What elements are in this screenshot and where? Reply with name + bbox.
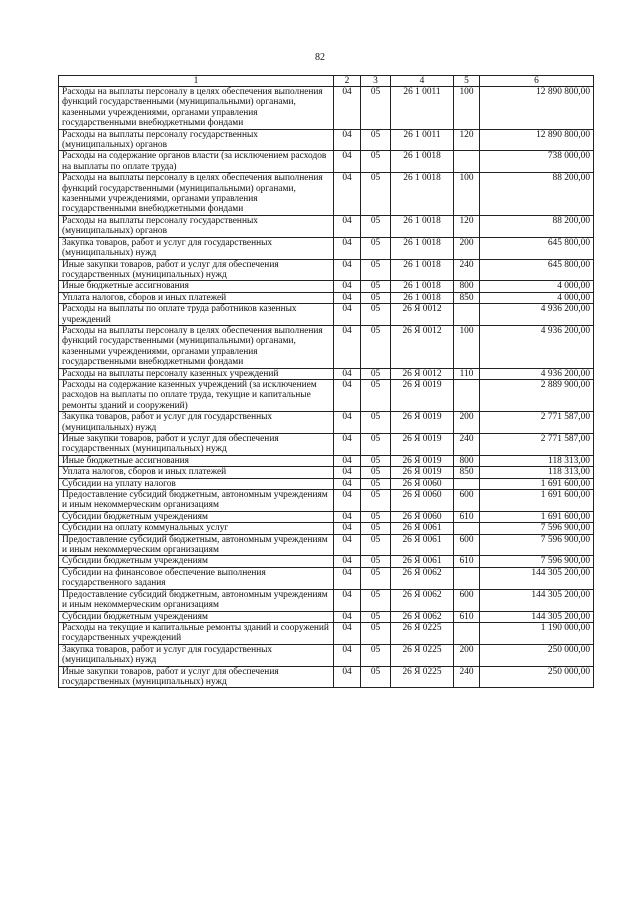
- target-article-code: 26 1 0018: [391, 281, 454, 292]
- section-code: 04: [334, 490, 361, 512]
- section-code: 04: [334, 151, 361, 173]
- target-article-code: 26 Я 0019: [391, 467, 454, 478]
- row-name: Расходы на выплаты персоналу государственных (муниципальных) органов: [59, 129, 334, 151]
- amount: 4 000,00: [480, 281, 594, 292]
- amount: 1 691 600,00: [480, 511, 594, 522]
- row-name: Расходы на выплаты персоналу в целях обеспечения выполнения функций государственными (муниципальными) органами, казенными учреждениями, органами управления государственными внебюджетными фондами: [59, 325, 334, 368]
- column-header: 3: [361, 76, 391, 87]
- section-code: 04: [334, 379, 361, 411]
- subsection-code: 05: [361, 467, 391, 478]
- row-name: Расходы на содержание органов власти (за исключением расходов на выплаты по оплате труда): [59, 151, 334, 173]
- row-name: Предоставление субсидий бюджетным, автономным учреждениям и иным некоммерческим организациям: [59, 534, 334, 556]
- target-article-code: 26 Я 0062: [391, 611, 454, 622]
- amount: 7 596 900,00: [480, 523, 594, 534]
- row-name: Предоставление субсидий бюджетным, автономным учреждениям и иным некоммерческим организациям: [59, 589, 334, 611]
- table-row: [59, 292, 594, 303]
- subsection-code: 05: [361, 534, 391, 556]
- expense-type-code: 610: [454, 611, 480, 622]
- subsection-code: 05: [361, 556, 391, 567]
- subsection-code: 05: [361, 237, 391, 259]
- amount: 1 190 000,00: [480, 622, 594, 644]
- row-name: Субсидии бюджетным учреждениям: [59, 556, 334, 567]
- amount: 4 936 200,00: [480, 304, 594, 326]
- expense-type-code: [454, 567, 480, 589]
- amount: 250 000,00: [480, 644, 594, 666]
- column-header: 4: [391, 76, 454, 87]
- amount: 4 000,00: [480, 292, 594, 303]
- table-row: [59, 379, 594, 411]
- table-row: [59, 325, 594, 368]
- target-article-code: 26 Я 0012: [391, 325, 454, 368]
- section-code: 04: [334, 434, 361, 456]
- expense-type-code: [454, 151, 480, 173]
- target-article-code: 26 1 0018: [391, 292, 454, 303]
- amount: 1 691 600,00: [480, 478, 594, 489]
- section-code: 04: [334, 215, 361, 237]
- expense-type-code: 610: [454, 511, 480, 522]
- amount: 1 691 600,00: [480, 490, 594, 512]
- expense-type-code: 600: [454, 589, 480, 611]
- table-row: [59, 567, 594, 589]
- amount: 645 800,00: [480, 259, 594, 281]
- subsection-code: 05: [361, 412, 391, 434]
- expense-type-code: 240: [454, 434, 480, 456]
- table-row: [59, 467, 594, 478]
- table-row: [59, 237, 594, 259]
- table-row: [59, 534, 594, 556]
- expense-type-code: 100: [454, 325, 480, 368]
- table-row: [59, 490, 594, 512]
- amount: 2 771 587,00: [480, 434, 594, 456]
- expense-type-code: 800: [454, 455, 480, 466]
- target-article-code: 26 1 0018: [391, 215, 454, 237]
- row-name: Закупка товаров, работ и услуг для государственных (муниципальных) нужд: [59, 412, 334, 434]
- table-row: [59, 611, 594, 622]
- table-row: [59, 644, 594, 666]
- section-code: 04: [334, 611, 361, 622]
- table-row: [59, 173, 594, 216]
- row-name: Расходы на выплаты персоналу казенных учреждений: [59, 368, 334, 379]
- target-article-code: 26 Я 0061: [391, 534, 454, 556]
- subsection-code: 05: [361, 478, 391, 489]
- page-number: 82: [315, 52, 325, 63]
- expense-type-code: 850: [454, 292, 480, 303]
- row-name: Предоставление субсидий бюджетным, автономным учреждениям и иным некоммерческим организациям: [59, 490, 334, 512]
- target-article-code: 26 Я 0225: [391, 666, 454, 688]
- target-article-code: 26 1 0011: [391, 129, 454, 151]
- amount: 144 305 200,00: [480, 567, 594, 589]
- section-code: 04: [334, 523, 361, 534]
- subsection-code: 05: [361, 325, 391, 368]
- column-header: 2: [334, 76, 361, 87]
- amount: 118 313,00: [480, 467, 594, 478]
- target-article-code: 26 Я 0012: [391, 304, 454, 326]
- target-article-code: 26 1 0018: [391, 259, 454, 281]
- table-row: [59, 368, 594, 379]
- target-article-code: 26 Я 0225: [391, 622, 454, 644]
- target-article-code: 26 Я 0061: [391, 523, 454, 534]
- subsection-code: 05: [361, 644, 391, 666]
- section-code: 04: [334, 467, 361, 478]
- row-name: Уплата налогов, сборов и иных платежей: [59, 292, 334, 303]
- amount: 2 889 900,00: [480, 379, 594, 411]
- amount: 118 313,00: [480, 455, 594, 466]
- table-row: [59, 412, 594, 434]
- table-body: [59, 87, 594, 688]
- section-code: 04: [334, 455, 361, 466]
- amount: 738 000,00: [480, 151, 594, 173]
- subsection-code: 05: [361, 490, 391, 512]
- expense-type-code: 100: [454, 87, 480, 130]
- section-code: 04: [334, 368, 361, 379]
- subsection-code: 05: [361, 622, 391, 644]
- expense-type-code: 100: [454, 173, 480, 216]
- section-code: 04: [334, 129, 361, 151]
- expense-type-code: [454, 523, 480, 534]
- target-article-code: 26 Я 0061: [391, 556, 454, 567]
- target-article-code: 26 Я 0012: [391, 368, 454, 379]
- row-name: Расходы на выплаты персоналу в целях обеспечения выполнения функций государственными (муниципальными) органами, казенными учреждениями, органами управления государственными внебюджетными фондами: [59, 173, 334, 216]
- subsection-code: 05: [361, 379, 391, 411]
- section-code: 04: [334, 478, 361, 489]
- amount: 4 936 200,00: [480, 368, 594, 379]
- expense-type-code: 800: [454, 281, 480, 292]
- target-article-code: 26 1 0011: [391, 87, 454, 130]
- amount: 88 200,00: [480, 215, 594, 237]
- amount: 144 305 200,00: [480, 611, 594, 622]
- target-article-code: 26 1 0018: [391, 173, 454, 216]
- section-code: 04: [334, 304, 361, 326]
- row-name: Расходы на выплаты персоналу государственных (муниципальных) органов: [59, 215, 334, 237]
- section-code: 04: [334, 589, 361, 611]
- section-code: 04: [334, 556, 361, 567]
- row-name: Закупка товаров, работ и услуг для государственных (муниципальных) нужд: [59, 644, 334, 666]
- table-row: [59, 87, 594, 130]
- expense-type-code: 240: [454, 666, 480, 688]
- table-row: [59, 666, 594, 688]
- row-name: Иные закупки товаров, работ и услуг для обеспечения государственных (муниципальных) нужд: [59, 434, 334, 456]
- row-name: Субсидии на финансовое обеспечение выполнения государственного задания: [59, 567, 334, 589]
- row-name: Иные закупки товаров, работ и услуг для обеспечения государственных (муниципальных) нужд: [59, 259, 334, 281]
- subsection-code: 05: [361, 567, 391, 589]
- subsection-code: 05: [361, 434, 391, 456]
- subsection-code: 05: [361, 511, 391, 522]
- subsection-code: 05: [361, 455, 391, 466]
- header-row: [59, 76, 594, 87]
- table-row: [59, 434, 594, 456]
- expense-type-code: [454, 622, 480, 644]
- budget-table: [58, 75, 594, 688]
- expense-type-code: [454, 304, 480, 326]
- table-row: [59, 281, 594, 292]
- row-name: Расходы на выплаты по оплате труда работников казенных учреждений: [59, 304, 334, 326]
- table-row: [59, 151, 594, 173]
- section-code: 04: [334, 644, 361, 666]
- amount: 7 596 900,00: [480, 534, 594, 556]
- subsection-code: 05: [361, 611, 391, 622]
- target-article-code: 26 1 0018: [391, 151, 454, 173]
- section-code: 04: [334, 412, 361, 434]
- target-article-code: 26 Я 0019: [391, 455, 454, 466]
- expense-type-code: 240: [454, 259, 480, 281]
- target-article-code: 26 Я 0060: [391, 511, 454, 522]
- subsection-code: 05: [361, 173, 391, 216]
- row-name: Субсидии бюджетным учреждениям: [59, 611, 334, 622]
- subsection-code: 05: [361, 87, 391, 130]
- table-row: [59, 304, 594, 326]
- table-row: [59, 622, 594, 644]
- target-article-code: 26 Я 0019: [391, 412, 454, 434]
- target-article-code: 26 Я 0060: [391, 478, 454, 489]
- row-name: Субсидии бюджетным учреждениям: [59, 511, 334, 522]
- amount: 4 936 200,00: [480, 325, 594, 368]
- expense-type-code: [454, 379, 480, 411]
- expense-type-code: 850: [454, 467, 480, 478]
- row-name: Субсидии на уплату налогов: [59, 478, 334, 489]
- subsection-code: 05: [361, 215, 391, 237]
- row-name: Уплата налогов, сборов и иных платежей: [59, 467, 334, 478]
- target-article-code: 26 Я 0019: [391, 434, 454, 456]
- table-row: [59, 523, 594, 534]
- subsection-code: 05: [361, 281, 391, 292]
- amount: 2 771 587,00: [480, 412, 594, 434]
- subsection-code: 05: [361, 304, 391, 326]
- amount: 12 890 800,00: [480, 87, 594, 130]
- table-row: [59, 129, 594, 151]
- expense-type-code: 200: [454, 644, 480, 666]
- expense-type-code: 200: [454, 237, 480, 259]
- table-row: [59, 215, 594, 237]
- amount: 88 200,00: [480, 173, 594, 216]
- table-row: [59, 455, 594, 466]
- section-code: 04: [334, 666, 361, 688]
- table-row: [59, 589, 594, 611]
- table-row: [59, 556, 594, 567]
- section-code: 04: [334, 622, 361, 644]
- target-article-code: 26 Я 0225: [391, 644, 454, 666]
- amount: 144 305 200,00: [480, 589, 594, 611]
- table-row: [59, 478, 594, 489]
- section-code: 04: [334, 325, 361, 368]
- subsection-code: 05: [361, 151, 391, 173]
- expense-type-code: 600: [454, 490, 480, 512]
- amount: 7 596 900,00: [480, 556, 594, 567]
- expense-type-code: [454, 478, 480, 489]
- row-name: Расходы на выплаты персоналу в целях обеспечения выполнения функций государственными (муниципальными) органами, казенными учреждениями, органами управления государственными внебюджетными фондами: [59, 87, 334, 130]
- section-code: 04: [334, 87, 361, 130]
- subsection-code: 05: [361, 368, 391, 379]
- expense-type-code: 200: [454, 412, 480, 434]
- section-code: 04: [334, 173, 361, 216]
- row-name: Иные бюджетные ассигнования: [59, 281, 334, 292]
- section-code: 04: [334, 534, 361, 556]
- row-name: Расходы на текущие и капитальные ремонты зданий и сооружений государственных учреждений: [59, 622, 334, 644]
- subsection-code: 05: [361, 259, 391, 281]
- section-code: 04: [334, 292, 361, 303]
- target-article-code: 26 Я 0060: [391, 490, 454, 512]
- amount: 645 800,00: [480, 237, 594, 259]
- subsection-code: 05: [361, 666, 391, 688]
- subsection-code: 05: [361, 292, 391, 303]
- subsection-code: 05: [361, 589, 391, 611]
- section-code: 04: [334, 567, 361, 589]
- table-row: [59, 511, 594, 522]
- amount: 250 000,00: [480, 666, 594, 688]
- subsection-code: 05: [361, 129, 391, 151]
- row-name: Иные бюджетные ассигнования: [59, 455, 334, 466]
- expense-type-code: 600: [454, 534, 480, 556]
- section-code: 04: [334, 511, 361, 522]
- target-article-code: 26 Я 0062: [391, 589, 454, 611]
- row-name: Расходы на содержание казенных учреждений (за исключением расходов на выплаты по оплате труда, текущие и капитальные ремонты зданий и сооружений): [59, 379, 334, 411]
- target-article-code: 26 Я 0019: [391, 379, 454, 411]
- column-header: 5: [454, 76, 480, 87]
- expense-type-code: 120: [454, 215, 480, 237]
- row-name: Закупка товаров, работ и услуг для государственных (муниципальных) нужд: [59, 237, 334, 259]
- section-code: 04: [334, 281, 361, 292]
- expense-type-code: 610: [454, 556, 480, 567]
- expense-type-code: 120: [454, 129, 480, 151]
- amount: 12 890 800,00: [480, 129, 594, 151]
- table-row: [59, 259, 594, 281]
- section-code: 04: [334, 237, 361, 259]
- expense-type-code: 110: [454, 368, 480, 379]
- target-article-code: 26 Я 0062: [391, 567, 454, 589]
- row-name: Субсидии на оплату коммунальных услуг: [59, 523, 334, 534]
- column-header: 6: [480, 76, 594, 87]
- row-name: Иные закупки товаров, работ и услуг для обеспечения государственных (муниципальных) нужд: [59, 666, 334, 688]
- section-code: 04: [334, 259, 361, 281]
- subsection-code: 05: [361, 523, 391, 534]
- column-header: 1: [59, 76, 334, 87]
- target-article-code: 26 1 0018: [391, 237, 454, 259]
